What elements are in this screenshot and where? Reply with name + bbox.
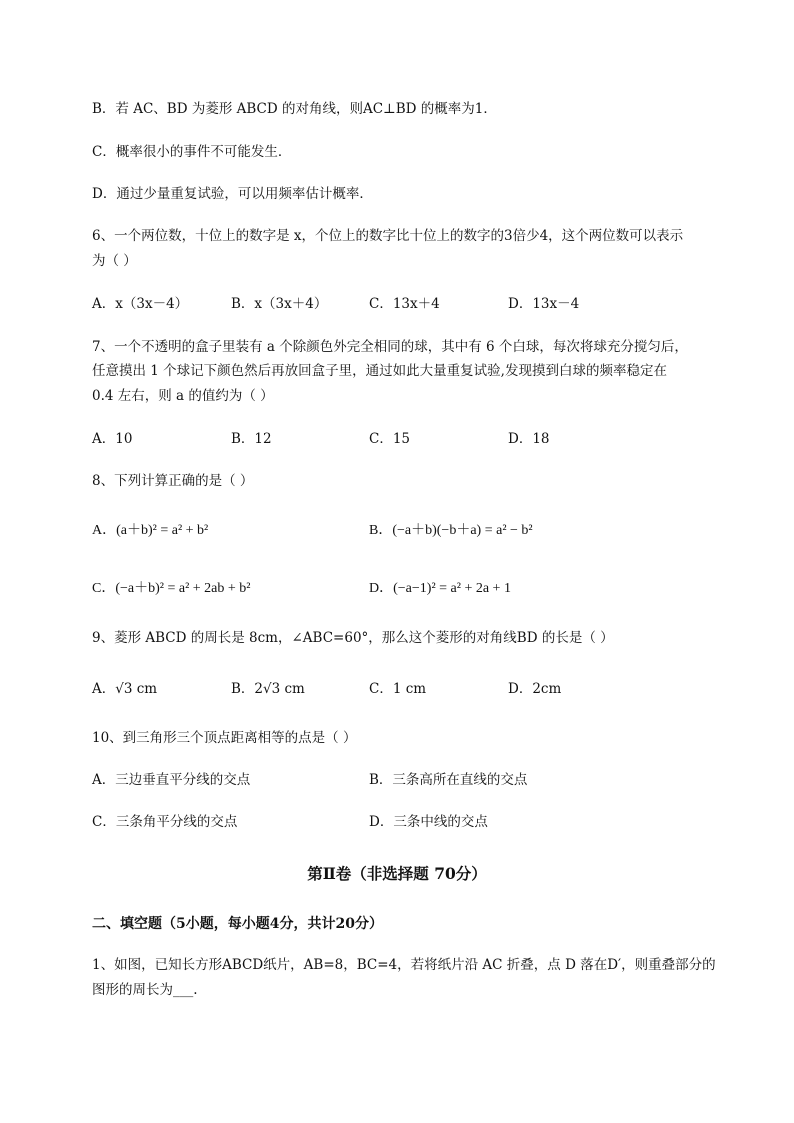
q10-option-c: C．三条角平分线的交点 [92, 814, 238, 830]
q6-stem-line1: 6、一个两位数，十位上的数字是 x，个位上的数字比十位上的数字的3倍少4，这个两位数可以表示 [92, 228, 684, 244]
fill1-line1: 1、如图，已知长方形ABCD纸片，AB=8，BC=4，若将纸片沿 AC 折叠，点 D 落在D′，则重叠部分的 [92, 957, 716, 973]
q6-option-a: A．x（3x－4） [92, 296, 189, 312]
q8-option-c: C．(−a＋b)² = a² + 2ab + b² [92, 581, 251, 596]
q5-option-b: B．若 AC、BD 为菱形 ABCD 的对角线，则AC⊥BD 的概率为1． [92, 101, 497, 117]
q7-stem-line2: 任意摸出 1 个球记下颜色然后再放回盒子里，通过如此大量重复试验,发现摸到白球的频率稳定在 [92, 363, 667, 379]
q8-option-a: A．(a＋b)² = a² + b² [92, 523, 209, 538]
q9-option-d: D．2cm [508, 681, 562, 697]
q10-option-b: B．三条高所在直线的交点 [369, 772, 528, 788]
fill1-line2: 图形的周长为___. [92, 982, 198, 998]
section2-heading: 二、填空题（5小题，每小题4分，共计20分） [92, 916, 383, 932]
q7-option-c: C．15 [369, 431, 411, 447]
q9-option-a: A．√3 cm [92, 681, 158, 697]
q6-option-d: D．13x－4 [508, 296, 580, 312]
q7-option-a: A．10 [92, 431, 133, 447]
q6-stem-line2: 为（ ） [92, 253, 137, 269]
q10-stem: 10、到三角形三个顶点距离相等的点是（ ） [92, 730, 357, 746]
q10-option-a: A．三边垂直平分线的交点 [92, 772, 251, 788]
q7-stem-line1: 7、一个不透明的盒子里装有 a 个除颜色外完全相同的球，其中有 6 个白球，每次将球充分搅匀后， [92, 339, 688, 355]
q7-stem-line3: 0.4 左右，则 a 的值约为（ ） [92, 388, 274, 404]
q6-option-c: C．13x＋4 [369, 296, 440, 312]
q8-stem: 8、下列计算正确的是（ ） [92, 473, 254, 489]
q8-option-b: B．(−a＋b)(−b＋a) = a² − b² [369, 523, 533, 538]
q9-option-b: B．2√3 cm [231, 681, 305, 697]
part2-title: 第Ⅱ卷（非选择题 70分） [307, 864, 487, 883]
q5-option-c: C．概率很小的事件不可能发生． [92, 144, 292, 160]
q9-stem: 9、菱形 ABCD 的周长是 8cm，∠ABC=60°，那么这个菱形的对角线BD 的长是（ ） [92, 630, 614, 646]
q5-option-d: D．通过少量重复试验，可以用频率估计概率． [92, 186, 373, 202]
q10-option-d: D．三条中线的交点 [369, 814, 488, 830]
q7-option-b: B．12 [231, 431, 272, 447]
q6-option-b: B．x（3x＋4） [231, 296, 328, 312]
q8-option-d: D．(−a−1)² = a² + 2a + 1 [369, 581, 511, 596]
q9-option-c: C．1 cm [369, 681, 427, 697]
q7-option-d: D．18 [508, 431, 550, 447]
